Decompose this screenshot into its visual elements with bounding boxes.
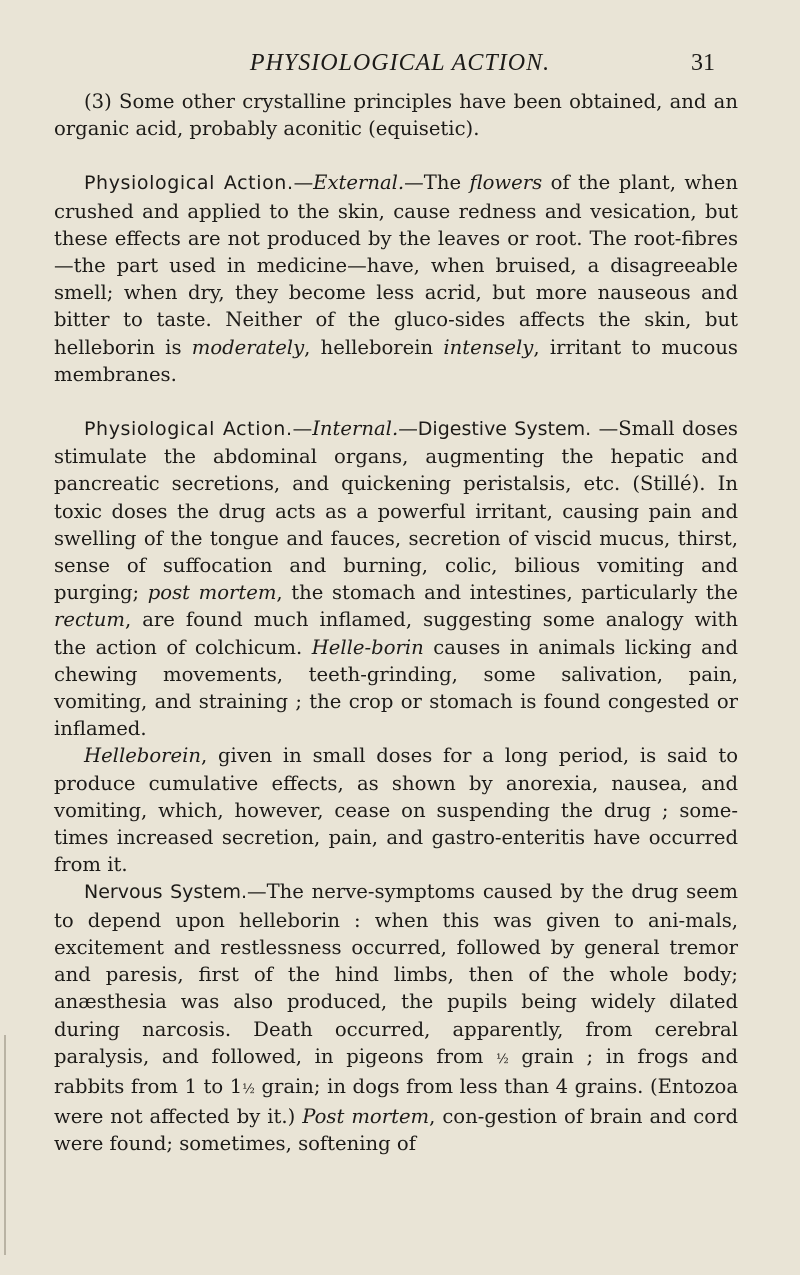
paragraph-external-action (54, 169, 738, 388)
section-heading: Physiological Action. (84, 172, 294, 195)
emphasis: post mortem (147, 581, 277, 605)
text-run: , irritant to mucous membranes. (54, 335, 738, 386)
paragraph-internal-action (54, 415, 738, 742)
text-run: , con-gestion of brain and cord were found; sometimes, softening of (54, 1105, 738, 1156)
text-run: —Small doses stimulate the abdominal organs, augmenting the hepatic and pancreatic secretions, and quickening peristalsis, etc. (Stillé). In toxic doses the drug acts as a powerful irritant, causing pain and swelling of the tongue and fauces, secretion of viscid mucus, thirst, sense of suffocation and burning, colic, bilious vomiting and purging; (54, 417, 738, 605)
page-header (0, 48, 800, 78)
fraction: ½ (496, 1051, 509, 1067)
page-edge-shadow (4, 1035, 6, 1255)
paragraph-crystalline-principles (54, 88, 738, 142)
text-run: grain ; in frogs and rabbits from 1 to 1 (54, 1044, 738, 1098)
text-run: of the plant, when crushed and applied to the skin, cause redness and vesication, but these effects are not produced by the leaves or root. The root-fibres—the part used in medicine—have, when bruised, a disagreeable smell; when dry, they become less acrid, but more nauseous and bitter to taste. Neither of the gluco-sides affects the skin, but helleborin is (54, 171, 738, 359)
section-heading: Physiological Action. (84, 418, 293, 441)
text-run: , the stomach and intestines, particularly the (276, 581, 738, 605)
text-run: , helleborein (304, 335, 444, 359)
emphasis: Helle-borin (311, 635, 424, 659)
running-title: PHYSIOLOGICAL ACTION. (249, 50, 551, 76)
emphasis: Helleborein (84, 744, 201, 768)
text-run: — (398, 417, 418, 441)
fraction: ½ (242, 1081, 255, 1097)
emphasis: Post mortem (302, 1105, 430, 1129)
emphasis: rectum (54, 608, 126, 632)
page-number: 31 (691, 50, 715, 76)
paragraph-nervous-system (54, 878, 738, 1157)
subheading-digestive-system: Digestive System. (417, 418, 592, 441)
text-run: , given in small doses for a long period, is said to produce cumulative effects, as shown by anorexia, nausea, and vomiting, which, however, cease on suspending the drug ; some-times increased secretion, pain, and gastro-enteritis have occurred from it. (54, 744, 738, 877)
text-run: — (292, 417, 313, 441)
text-run: — (293, 171, 314, 195)
emphasis: moderately (191, 335, 305, 359)
emphasis: flowers (469, 171, 543, 195)
text-run: , are found much inflamed, suggesting some analogy with the action of colchicum. (54, 608, 738, 659)
text-run: grain; in dogs from less than 4 grains. (Entozoa were not affected by it.) (54, 1074, 738, 1129)
body-text (54, 88, 738, 1158)
text-run: —The nerve-symptoms caused by the drug seem to depend upon helleborin : when this was given to ani-mals, excitement and restlessness occurred, followed by general tremor and paresis, first of the hind limbs, then of the whole body; anæsthesia was also produced, the pupils being widely dilated during narcosis. Death occurred, apparently, from cerebral paralysis, and followed, in pigeons from (54, 880, 738, 1068)
text-run: —The (404, 171, 470, 195)
text-run: causes in animals licking and chewing movements, teeth-grinding, some salivation, pain, vomiting, and straining ; the crop or stomach is found congested or inflamed. (54, 635, 739, 741)
subheading-internal: Internal. (312, 417, 399, 441)
emphasis: intensely (443, 335, 534, 359)
paragraph-helleborein (54, 742, 738, 878)
subheading-external: External. (313, 171, 405, 195)
subheading-nervous-system: Nervous System. (84, 881, 247, 904)
text-run: (3) Some other crystalline principles have been obtained, and an organic acid, probably aconitic (equisetic). (54, 90, 738, 141)
